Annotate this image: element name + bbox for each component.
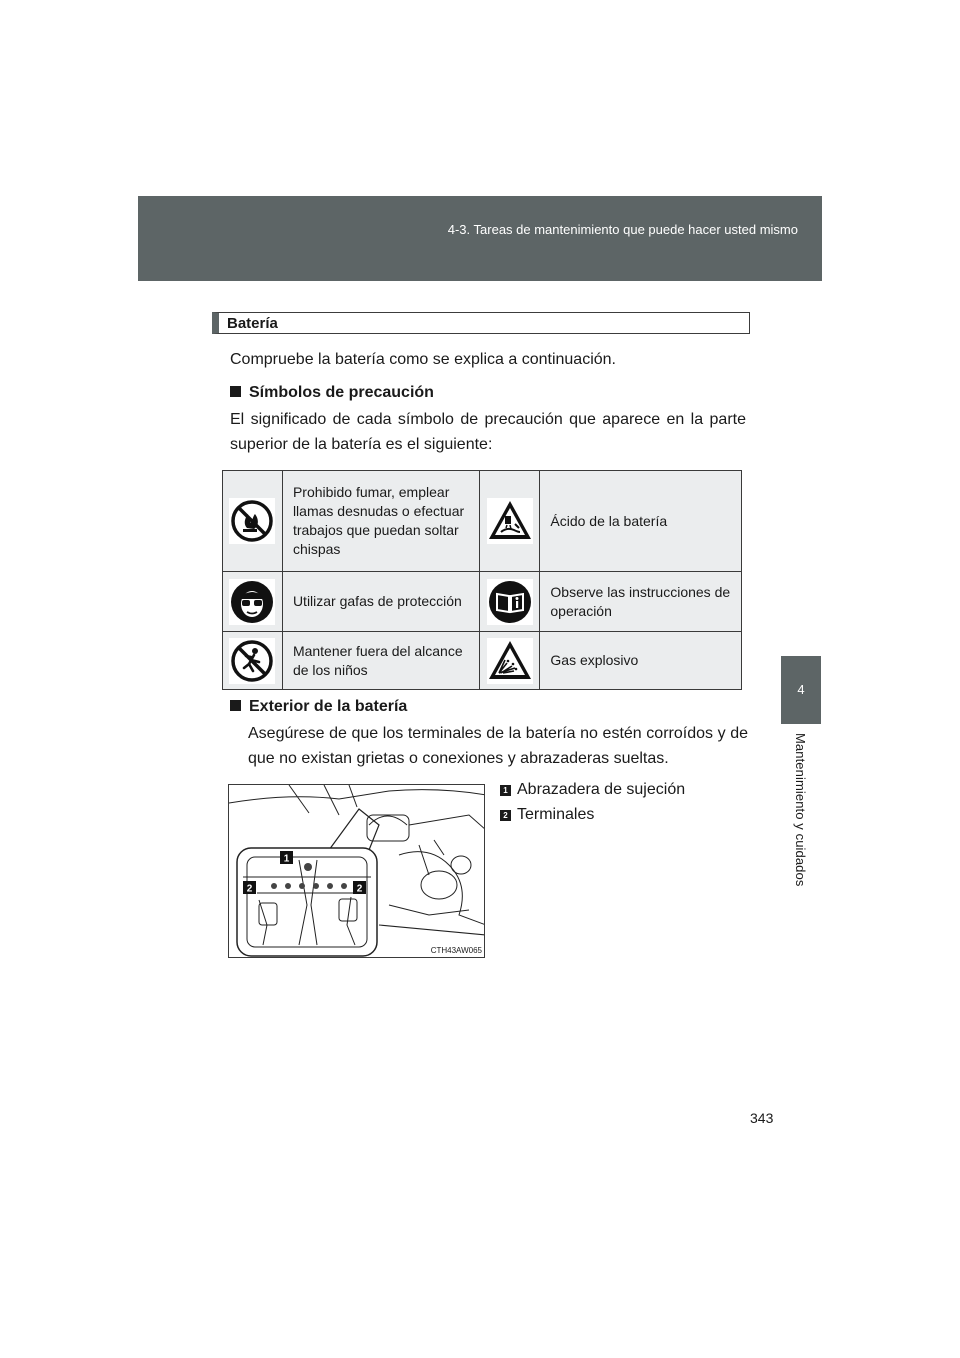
symbols-description: El significado de cada símbolo de precaución que aparece en la parte superior de la batería es el siguiente: xyxy=(230,411,746,453)
instructions-book-icon xyxy=(487,579,533,625)
symbol-cell xyxy=(223,471,283,572)
figure-code: CTH43AW065 xyxy=(430,946,482,955)
page-number: 343 xyxy=(750,1110,774,1126)
table-row xyxy=(223,572,742,632)
callout-legend-item xyxy=(500,781,685,799)
symbol-cell xyxy=(480,632,540,690)
callout-number-badge: 2 xyxy=(500,810,511,821)
symbol-text-cell: Mantener fuera del alcance de los niños xyxy=(282,632,480,690)
battery-acid-icon xyxy=(487,498,533,544)
table-row xyxy=(223,632,742,690)
callout-label: Abrazadera de sujeción xyxy=(517,781,686,798)
safety-goggles-icon xyxy=(229,579,275,625)
callout-legend-item xyxy=(500,806,594,824)
bullet-square-icon xyxy=(230,386,241,397)
chapter-label: Mantenimiento y cuidados xyxy=(793,733,808,887)
callout-number-badge: 1 xyxy=(500,785,511,796)
section-heading-box xyxy=(212,312,750,334)
section-title: Batería xyxy=(227,315,278,332)
symbol-text-cell: Prohibido fumar, emplear llamas desnudas o efectuar trabajos que puedan soltar chispas xyxy=(282,471,480,572)
exterior-description: Asegúrese de que los terminales de la batería no estén corroídos y de que no existan grietas o conexiones y abrazaderas sueltas. xyxy=(248,725,748,767)
keep-away-children-icon xyxy=(229,638,275,684)
svg-text:2: 2 xyxy=(246,883,253,895)
symbol-text-cell: Utilizar gafas de protección xyxy=(282,572,480,632)
header-bar xyxy=(138,196,822,281)
symbol-cell xyxy=(480,572,540,632)
svg-text:2: 2 xyxy=(356,883,363,895)
exterior-heading: Exterior de la batería xyxy=(230,698,407,716)
svg-text:1: 1 xyxy=(283,853,290,865)
symbol-cell xyxy=(223,632,283,690)
symbol-cell xyxy=(480,471,540,572)
chapter-number: 4 xyxy=(797,682,805,697)
no-smoking-flame-icon xyxy=(229,498,275,544)
symbol-cell xyxy=(223,572,283,632)
intro-text: Compruebe la batería como se explica a continuación. xyxy=(230,351,616,368)
explosive-gas-icon xyxy=(487,638,533,684)
symbols-table xyxy=(222,470,742,690)
chapter-tab[interactable] xyxy=(781,656,821,724)
symbol-text-cell: Ácido de la batería xyxy=(540,471,742,572)
symbols-heading: Símbolos de precaución xyxy=(230,384,434,402)
symbol-text-cell: Gas explosivo xyxy=(540,632,742,690)
chapter-section-title: 4-3. Tareas de mantenimiento que puede hacer usted mismo xyxy=(447,222,798,237)
callout-label: Terminales xyxy=(517,806,595,823)
symbol-text-cell: Observe las instrucciones de operación xyxy=(540,572,742,632)
battery-illustration xyxy=(228,784,485,958)
table-row xyxy=(223,471,742,572)
bullet-square-icon xyxy=(230,700,241,711)
